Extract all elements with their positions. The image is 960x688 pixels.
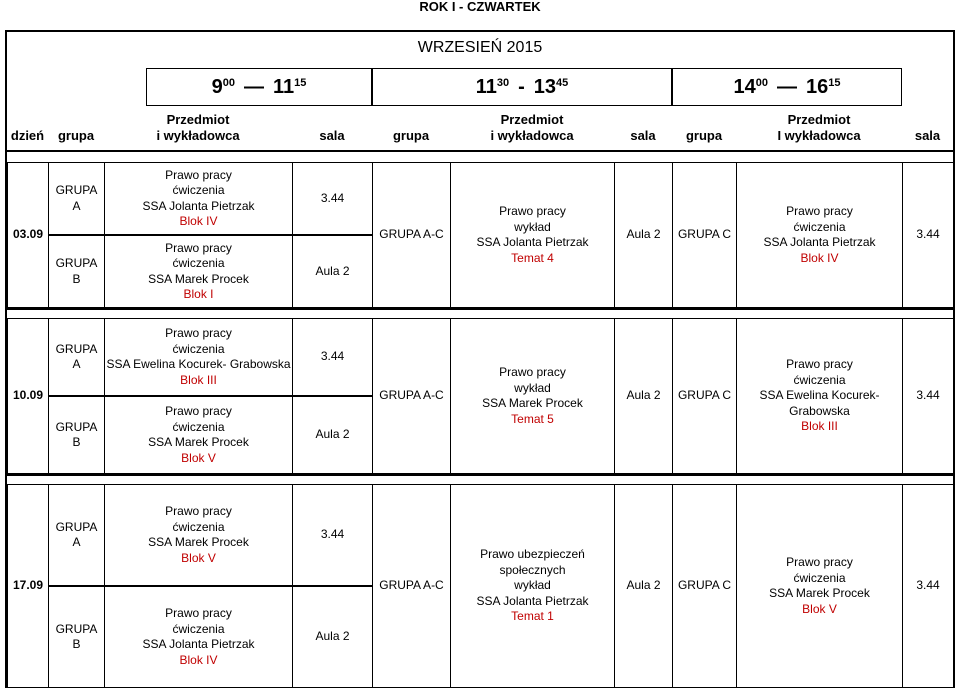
subject-line: Prawo pracy [786, 555, 853, 569]
time-start-min: 00 [755, 77, 768, 89]
room-label: 3.44 [320, 349, 345, 364]
subject-line: ćwiczenia [172, 419, 225, 434]
room-cell-c [902, 318, 954, 474]
time-slot-2 [372, 68, 672, 106]
subject-cell-a [104, 484, 293, 586]
room-label: Aula 2 [626, 388, 661, 403]
blok-label: Blok I [183, 287, 214, 301]
subject-line: SSA Marek Procek [148, 271, 249, 286]
group-cell-c [672, 318, 737, 474]
subject-line: wykład [514, 578, 551, 593]
document-title: ROK I - CZWARTEK [419, 0, 541, 14]
subject-line: SSA Jolanta Pietrzak [142, 198, 255, 213]
blok-label: Blok IV [800, 250, 839, 265]
time-separator: — [777, 75, 797, 98]
room-label: Aula 2 [315, 263, 350, 278]
room-cell-lecture [614, 162, 673, 308]
group-cell-b [48, 396, 105, 474]
header-grupa-1: grupa [57, 128, 95, 143]
subject-line: SSA Marek Procek [769, 586, 870, 600]
room-cell-b [292, 235, 373, 308]
subject-line: Prawo pracy [786, 204, 853, 218]
time-start-hour: 9 [211, 75, 223, 98]
time-slot-3 [672, 68, 902, 106]
group-cell-ac [372, 318, 451, 474]
blok-label: Blok IV [179, 652, 218, 667]
subject-line: SSA Ewelina Kocurek- [759, 388, 880, 403]
room-label: 3.44 [916, 388, 940, 403]
header-sala-2: sala [630, 128, 656, 143]
subject-cell-b [104, 396, 293, 474]
subject-line: Prawo pracy [165, 167, 232, 182]
header-przedmiot-3: Przedmiot [787, 112, 851, 127]
subject-line: SSA Jolanta Pietrzak [476, 235, 589, 249]
subject-line: Prawo ubezpieczeń [480, 547, 585, 562]
group-label: GRUPA [55, 621, 98, 636]
subject-cell-lecture [450, 484, 615, 688]
subject-line: SSA Jolanta Pietrzak [476, 593, 589, 608]
time-separator: — [243, 75, 264, 98]
blok-label: Blok V [802, 601, 837, 616]
time-end-min: 15 [828, 77, 841, 89]
group-label: A [72, 535, 81, 549]
group-label: GRUPA A-C [379, 578, 444, 593]
header-dzien: dzień [10, 128, 45, 143]
header-wykladowca-3: I wykładowca [777, 128, 861, 143]
day-label: 17.09 [12, 578, 44, 593]
subject-cell-c [736, 318, 903, 474]
group-label: GRUPA C [677, 388, 732, 403]
group-cell-b [48, 235, 105, 308]
blok-label: Blok V [181, 550, 216, 565]
group-cell-a [48, 162, 105, 235]
blok-label: Blok IV [179, 214, 218, 228]
group-label: B [72, 435, 81, 449]
subject-cell-c [736, 484, 903, 688]
subject-line: ćwiczenia [172, 519, 225, 534]
time-end-hour: 11 [272, 75, 295, 98]
group-label: B [72, 637, 81, 651]
subject-cell-lecture [450, 318, 615, 474]
subject-line: ćwiczenia [793, 219, 846, 234]
time-end-hour: 13 [533, 75, 557, 98]
subject-line: ćwiczenia [793, 372, 846, 387]
room-cell-lecture [614, 484, 673, 688]
row-separator-1 [7, 150, 953, 152]
temat-label: Temat 5 [511, 411, 554, 426]
subject-line: Prawo pracy [165, 606, 232, 620]
header-grupa-2: grupa [392, 128, 430, 143]
room-cell-c [902, 162, 954, 308]
room-label: 3.44 [320, 190, 345, 205]
group-label: B [72, 271, 81, 286]
subject-line: Prawo pracy [499, 365, 566, 379]
subject-cell-c [736, 162, 903, 308]
subject-cell-b [104, 586, 293, 688]
time-end-hour: 16 [806, 75, 829, 98]
subject-line: Prawo pracy [165, 404, 232, 418]
group-cell-b [48, 586, 105, 688]
group-cell-c [672, 484, 737, 688]
day-cell [7, 484, 49, 688]
room-label: Aula 2 [626, 578, 661, 593]
group-label: GRUPA C [677, 227, 732, 242]
room-cell-a [292, 162, 373, 235]
group-label: GRUPA C [677, 578, 732, 593]
subject-line: wykład [514, 380, 551, 395]
group-label: GRUPA A-C [379, 227, 444, 242]
header-sala-3: sala [914, 128, 941, 143]
room-cell-a [292, 484, 373, 586]
time-end-min: 45 [556, 77, 569, 89]
group-label: GRUPA [55, 419, 98, 434]
subject-cell-a [104, 318, 293, 396]
header-grupa-3: grupa [685, 128, 723, 143]
month-title: WRZESIEŃ 2015 [417, 39, 543, 56]
subject-line: ćwiczenia [172, 256, 225, 270]
row-separator-2 [7, 308, 953, 310]
room-cell-lecture [614, 318, 673, 474]
subject-line: SSA Jolanta Pietrzak [142, 637, 255, 651]
group-cell-a [48, 484, 105, 586]
subject-line: SSA Ewelina Kocurek- Grabowska [106, 357, 291, 371]
group-label: GRUPA [55, 256, 98, 270]
subject-line: Prawo pracy [499, 204, 566, 218]
day-label: 03.09 [12, 227, 44, 242]
header-przedmiot-1: Przedmiot [166, 112, 230, 127]
day-label: 10.09 [12, 388, 44, 403]
subject-line: Grabowska [789, 403, 850, 418]
group-label: A [72, 357, 81, 371]
time-start-min: 30 [496, 77, 510, 89]
subject-line: Prawo pracy [165, 326, 232, 340]
header-wykladowca-2: i wykładowca [490, 128, 574, 143]
group-label: GRUPA [55, 183, 98, 197]
group-label: GRUPA [55, 519, 98, 534]
time-start-hour: 14 [733, 75, 756, 98]
subject-line: Prawo pracy [165, 240, 232, 255]
row-separator-3 [7, 474, 953, 476]
room-cell-c [902, 484, 954, 688]
header-przedmiot-2: Przedmiot [500, 112, 564, 127]
subject-line: ćwiczenia [793, 570, 846, 585]
room-label: 3.44 [916, 227, 940, 242]
room-cell-a [292, 318, 373, 396]
subject-line: ćwiczenia [172, 621, 225, 636]
blok-label: Blok III [180, 372, 217, 387]
day-cell [7, 318, 49, 474]
subject-cell-lecture [450, 162, 615, 308]
header-sala-1: sala [319, 128, 345, 143]
group-cell-ac [372, 162, 451, 308]
subject-cell-b [104, 235, 293, 308]
subject-line: ćwiczenia [172, 183, 225, 197]
group-label: GRUPA A-C [379, 388, 444, 403]
room-cell-b [292, 586, 373, 688]
room-label: Aula 2 [315, 427, 350, 442]
time-start-min: 00 [222, 77, 235, 89]
blok-label: Blok V [181, 450, 216, 465]
group-cell-a [48, 318, 105, 396]
subject-line: ćwiczenia [172, 341, 225, 356]
subject-line: SSA Marek Procek [482, 396, 583, 410]
day-cell [7, 162, 49, 308]
group-cell-c [672, 162, 737, 308]
subject-cell-a [104, 162, 293, 235]
temat-label: Temat 4 [511, 250, 554, 265]
time-end-min: 15 [294, 77, 307, 89]
room-label: Aula 2 [315, 629, 350, 644]
subject-line: Prawo pracy [165, 504, 232, 518]
header-wykladowca-1: i wykładowca [156, 128, 240, 143]
subject-line: wykład [514, 219, 551, 234]
time-start-hour: 11 [475, 75, 497, 98]
temat-label: Temat 1 [511, 609, 554, 624]
subject-line: SSA Marek Procek [148, 435, 249, 449]
group-label: GRUPA [55, 341, 98, 356]
room-label: 3.44 [916, 578, 940, 593]
room-label: 3.44 [320, 527, 345, 542]
blok-label: Blok III [801, 419, 838, 434]
subject-line: SSA Marek Procek [148, 535, 249, 549]
group-label: A [72, 198, 81, 213]
time-separator: - [518, 75, 525, 98]
subject-line: społecznych [499, 562, 566, 577]
time-slot-1 [146, 68, 372, 106]
room-label: Aula 2 [626, 227, 661, 242]
subject-line: Prawo pracy [786, 357, 853, 372]
group-cell-ac [372, 484, 451, 688]
room-cell-b [292, 396, 373, 474]
subject-line: SSA Jolanta Pietrzak [763, 235, 876, 249]
